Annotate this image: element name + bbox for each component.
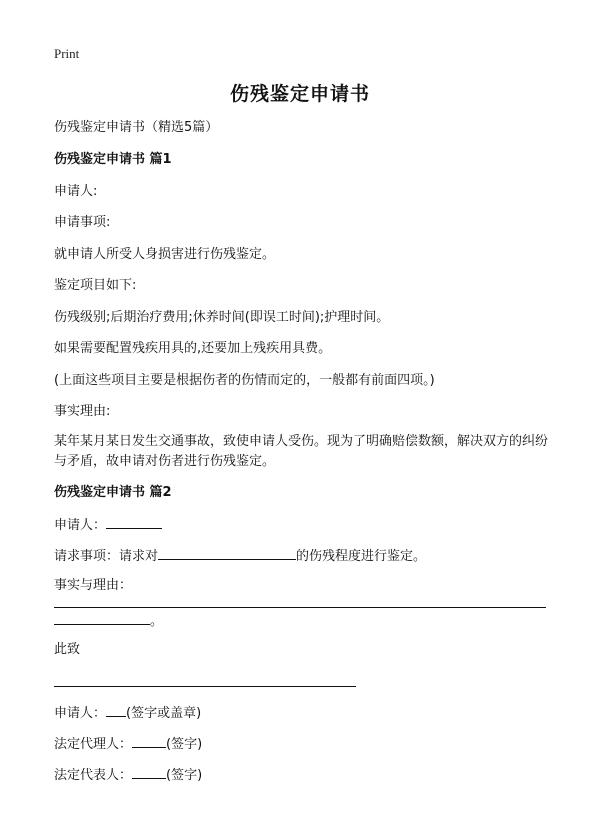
- signature-applicant-suffix: (签字或盖章): [126, 706, 202, 721]
- legal-agent-blank[interactable]: [132, 733, 166, 748]
- section2-request-suffix: 的伤残程度进行鉴定。: [296, 549, 427, 564]
- section2-applicant-row: [54, 514, 162, 536]
- signature-applicant-blank[interactable]: [106, 702, 126, 717]
- section1-heading: 伤残鉴定申请书 篇1: [54, 152, 172, 167]
- section1-facts-text: 某年某月某日发生交通事故，致使申请人受伤。现为了明确赔偿数额，解决双方的纠纷与矛盾，故申请对伤者进行伤残鉴定。: [54, 434, 549, 469]
- section1-facts-label: 事实理由:: [54, 404, 111, 419]
- facts-period: 。: [150, 614, 164, 629]
- section1-items: 伤残级别;后期治疗费用;休养时间(即误工时间);护理时间。: [54, 310, 390, 325]
- print-link[interactable]: Print: [54, 46, 80, 61]
- legal-rep-blank[interactable]: [132, 764, 166, 779]
- page-title: 伤残鉴定申请书: [229, 83, 370, 105]
- section2-applicant-label: 申请人：: [54, 518, 107, 533]
- legal-agent-label: 法定代理人：: [54, 737, 133, 752]
- signature-applicant-row: [54, 702, 201, 724]
- section1-equipment: 如果需要配置残疾用具的,还要加上残疾用具费。: [54, 341, 332, 356]
- document-subtitle: 伤残鉴定申请书（精选5篇）: [54, 120, 219, 135]
- section2-facts-line2: [54, 610, 163, 632]
- applicant-blank[interactable]: [106, 514, 162, 529]
- section2-closing: 此致: [54, 642, 81, 657]
- legal-agent-row: [54, 733, 202, 755]
- section2-heading: 伤残鉴定申请书 篇2: [54, 485, 172, 500]
- section2-request-prefix: 请求事项：请求对: [54, 549, 159, 564]
- section1-items-intro: 鉴定项目如下:: [54, 278, 137, 293]
- section1-request: 就申请人所受人身损害进行伤残鉴定。: [54, 247, 276, 262]
- section2-request-row: [54, 545, 426, 567]
- section2-facts-label: 事实与理由：: [54, 578, 133, 593]
- section1-note: (上面这些项目主要是根据伤者的伤情而定的，一般都有前面四项。): [54, 373, 435, 388]
- facts-blank-line-2[interactable]: [54, 610, 150, 625]
- legal-agent-suffix: (签字): [166, 737, 203, 752]
- facts-blank-line-1[interactable]: [54, 607, 546, 608]
- section1-applicant: 申请人:: [54, 184, 98, 199]
- section1-matter: 申请事项:: [54, 215, 111, 230]
- recipient-blank-line[interactable]: [54, 686, 356, 687]
- legal-rep-suffix: (签字): [166, 768, 203, 783]
- legal-rep-row: [54, 764, 202, 786]
- request-target-blank[interactable]: [158, 545, 296, 560]
- signature-applicant-label: 申请人：: [54, 706, 107, 721]
- legal-rep-label: 法定代表人：: [54, 768, 133, 783]
